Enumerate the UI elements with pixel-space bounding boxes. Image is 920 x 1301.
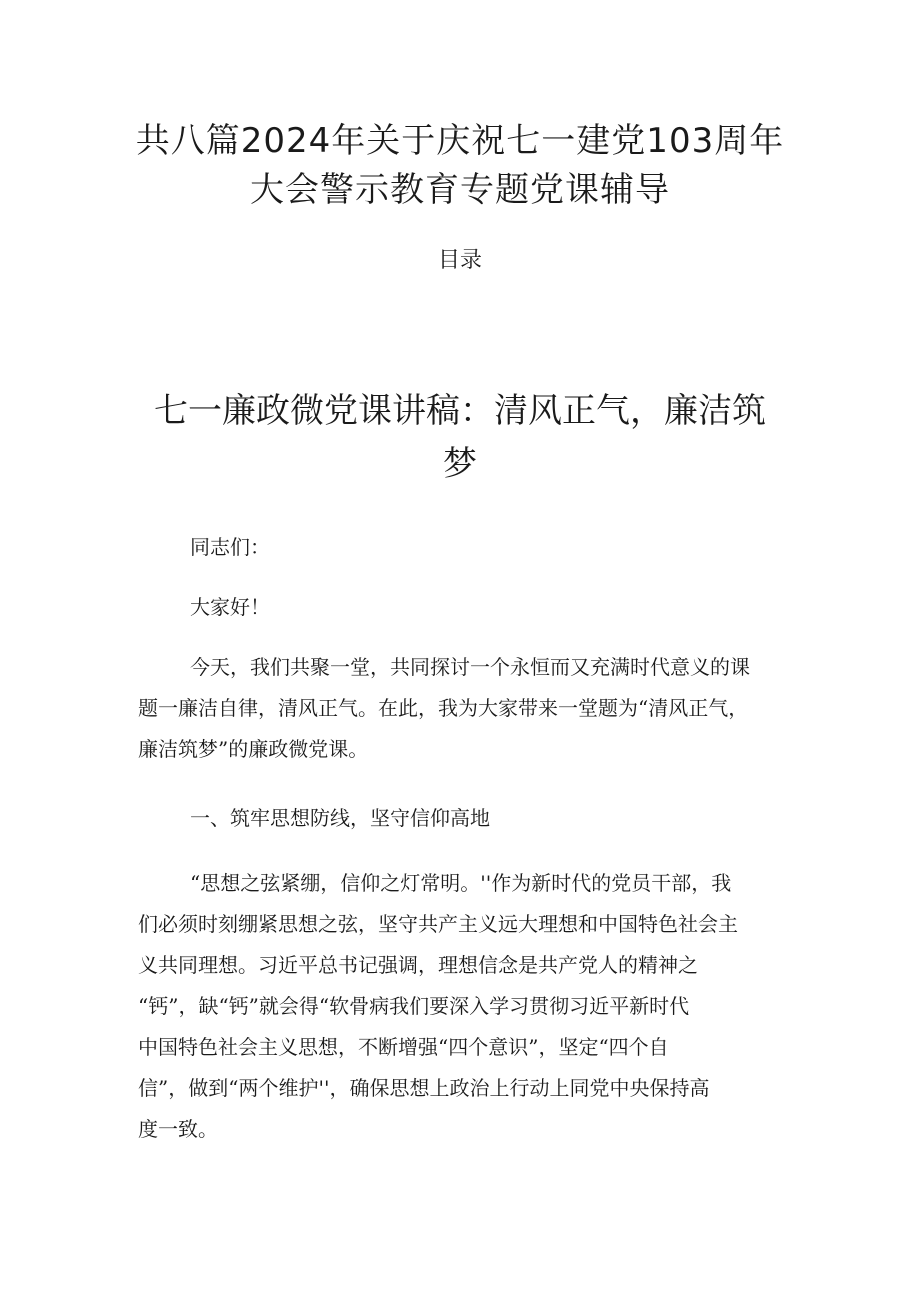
toc-heading: 目录: [437, 248, 482, 273]
intro-line: 题一廉洁自律，清风正气。在此，我为大家带来一堂题为“清风正气，: [138, 696, 749, 720]
article-title-line-2: 梦: [443, 444, 477, 484]
section-line: 度一致。: [138, 1117, 218, 1141]
section-heading: 一、筑牢思想防线，坚守信仰高地: [190, 806, 490, 830]
article-title-line-1: 七一廉政微党课讲稿：清风正气，廉洁筑: [154, 391, 766, 431]
intro-line: 今天，我们共聚一堂，共同探讨一个永恒而又充满时代意义的课: [190, 655, 750, 679]
salutation: 同志们：: [190, 535, 270, 559]
section-line: “思想之弦紧绷，信仰之灯常明。''作为新时代的党员干部，我: [190, 871, 732, 895]
section-line: 信”，做到“两个维护''，确保思想上政治上行动上同党中央保持高: [138, 1076, 710, 1100]
section-line: 义共同理想。习近平总书记强调，理想信念是共产党人的精神之: [138, 953, 698, 977]
section-line: 们必须时刻绷紧思想之弦，坚守共产主义远大理想和中国特色社会主: [138, 912, 738, 936]
intro-line: 廉洁筑梦”的廉政微党课。: [138, 737, 369, 761]
greeting: 大家好！: [190, 595, 270, 619]
section-line: 中国特色社会主义思想，不断增强“四个意识”，坚定“四个自: [138, 1035, 669, 1059]
section-line: “钙”，缺“钙”就会得“软骨病我们要深入学习贯彻习近平新时代: [138, 994, 690, 1018]
document-title-line-2: 大会警示教育专题党课辅导: [250, 170, 670, 210]
document-title-line-1: 共八篇2024年关于庆祝七一建党103周年: [135, 121, 785, 161]
